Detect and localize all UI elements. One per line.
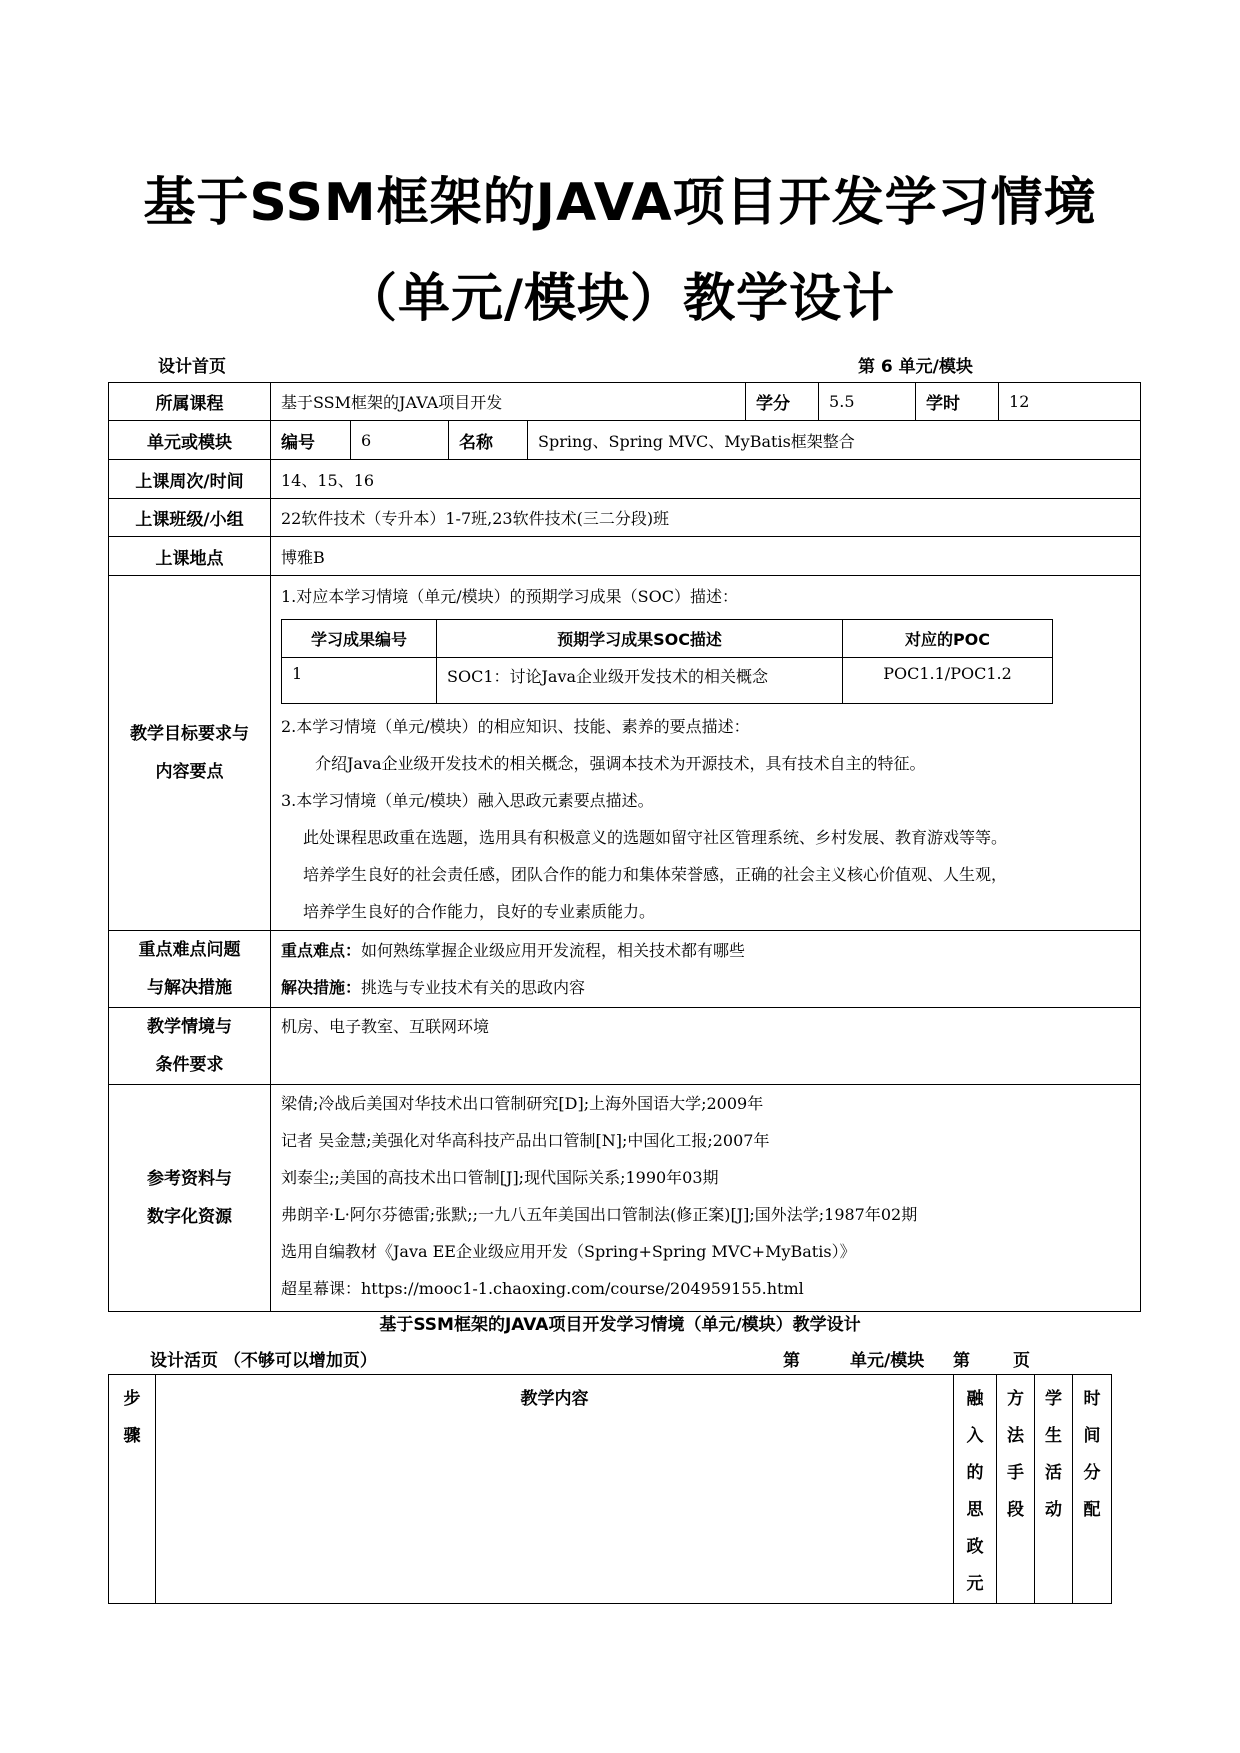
reference-item: 记者 吴金慧;美强化对华高科技产品出口管制[N];中国化工报;2007年 <box>281 1131 770 1150</box>
goal-item-2: 2.本学习情境（单元/模块）的相应知识、技能、素养的要点描述： <box>281 717 750 736</box>
env-label-2: 条件要求 <box>155 1055 224 1075</box>
reference-item: 弗朗辛·L·阿尔芬德雷;张默;;一九八五年美国出口管制法(修正案)[J];国外法学;1987年02期 <box>281 1205 918 1224</box>
env-label-1: 教学情境与 <box>147 1017 232 1037</box>
hours-label: 学时 <box>916 383 999 421</box>
soc-header-poc: 对应的POC <box>843 620 1053 658</box>
activity-title: 基于SSM框架的JAVA项目开发学习情境（单元/模块）教学设计 <box>379 1315 861 1335</box>
activity-unit-suffix: 单元/模块 <box>850 1351 925 1371</box>
soc-id: 1 <box>282 658 437 704</box>
unit-label: 单元或模块 <box>109 421 271 460</box>
activity-page-label: 设计活页 （不够可以增加页） <box>150 1351 377 1371</box>
unit-number-header: 第 6 单元/模块 <box>858 357 973 377</box>
class-value: 22软件技术（专升本）1-7班,23软件技术(三二分段)班 <box>271 499 1141 537</box>
credit-label: 学分 <box>746 383 819 421</box>
solution-label: 解决措施： <box>281 978 362 997</box>
goal-item-3-text: 培养学生良好的社会责任感，团队合作的能力和集体荣誉感，正确的社会主义核心价值观、人生观， <box>303 865 1008 884</box>
activity-unit-prefix: 第 <box>783 1351 800 1371</box>
unit-no-label: 编号 <box>271 421 351 460</box>
hours-value: 12 <box>999 383 1141 421</box>
key-points-label: 重点难点： <box>281 941 362 960</box>
unit-no-value: 6 <box>351 421 449 460</box>
soc-header-id: 学习成果编号 <box>282 620 437 658</box>
unit-name-label: 名称 <box>449 421 528 460</box>
course-value: 基于SSM框架的JAVA项目开发 <box>271 383 746 421</box>
key-label-2: 与解决措施 <box>147 978 232 998</box>
goal-item-3-text: 培养学生良好的合作能力，良好的专业素质能力。 <box>303 902 656 921</box>
class-label: 上课班级/小组 <box>109 499 271 537</box>
col-student-activity: 学生活动 <box>1035 1375 1073 1604</box>
goal-item-3-text: 此处课程思政重在选题，选用具有积极意义的选题如留守社区管理系统、乡村发展、教育游戏等等。 <box>303 828 1008 847</box>
goal-item-2-text: 介绍Java企业级开发技术的相关概念，强调本技术为开源技术，具有技术自主的特征。 <box>315 754 926 773</box>
place-value: 博雅B <box>271 537 1141 576</box>
activity-page-suffix: 页 <box>1013 1351 1030 1371</box>
solution-value: 挑选与专业技术有关的思政内容 <box>361 978 586 997</box>
place-label: 上课地点 <box>109 537 271 576</box>
credit-value: 5.5 <box>819 383 916 421</box>
doc-title-line1: 基于SSM框架的JAVA项目开发学习情境 <box>143 173 1097 233</box>
activity-table <box>108 1374 1112 1604</box>
col-time: 时间分配 <box>1073 1375 1112 1604</box>
col-ideology: 融入的思政元 <box>954 1375 997 1604</box>
soc-table <box>281 619 1053 704</box>
activity-page-prefix: 第 <box>953 1351 970 1371</box>
soc-poc: POC1.1/POC1.2 <box>843 658 1053 704</box>
reference-item: 选用自编教材《Java EE企业级应用开发（Spring+Spring MVC+MyBatis）》 <box>281 1242 856 1261</box>
key-label-1: 重点难点问题 <box>138 940 241 960</box>
week-label: 上课周次/时间 <box>109 460 271 499</box>
goal-label-1: 教学目标要求与 <box>130 724 249 744</box>
goal-item-1: 1.对应本学习情境（单元/模块）的预期学习成果（SOC）描述： <box>281 587 738 606</box>
soc-desc: SOC1：讨论Java企业级开发技术的相关概念 <box>437 658 843 704</box>
goal-label-2: 内容要点 <box>155 762 224 782</box>
ref-label-2: 数字化资源 <box>147 1207 232 1227</box>
col-content: 教学内容 <box>156 1375 954 1604</box>
reference-item: 刘泰尘;;美国的高技术出口管制[J];现代国际关系;1990年03期 <box>281 1168 719 1187</box>
reference-link[interactable]: 超星幕课：https://mooc1-1.chaoxing.com/course/204959155.html <box>281 1279 804 1298</box>
front-page-table <box>108 382 1141 1312</box>
reference-item: 梁倩;冷战后美国对华技术出口管制研究[D];上海外国语大学;2009年 <box>281 1094 764 1113</box>
doc-title-line2: （单元/模块）教学设计 <box>345 269 895 329</box>
col-method: 方法手段 <box>997 1375 1035 1604</box>
key-points-value: 如何熟练掌握企业级应用开发流程，相关技术都有哪些 <box>361 941 746 960</box>
ref-label-1: 参考资料与 <box>147 1169 232 1189</box>
front-page-label: 设计首页 <box>158 357 226 377</box>
goal-item-3: 3.本学习情境（单元/模块）融入思政元素要点描述。 <box>281 791 654 810</box>
course-label: 所属课程 <box>109 383 271 421</box>
soc-header-desc: 预期学习成果SOC描述 <box>437 620 843 658</box>
col-step: 步骤 <box>109 1375 156 1604</box>
week-value: 14、15、16 <box>271 460 1141 499</box>
unit-name-value: Spring、Spring MVC、MyBatis框架整合 <box>528 421 1141 460</box>
env-value: 机房、电子教室、互联网环境 <box>281 1017 490 1036</box>
